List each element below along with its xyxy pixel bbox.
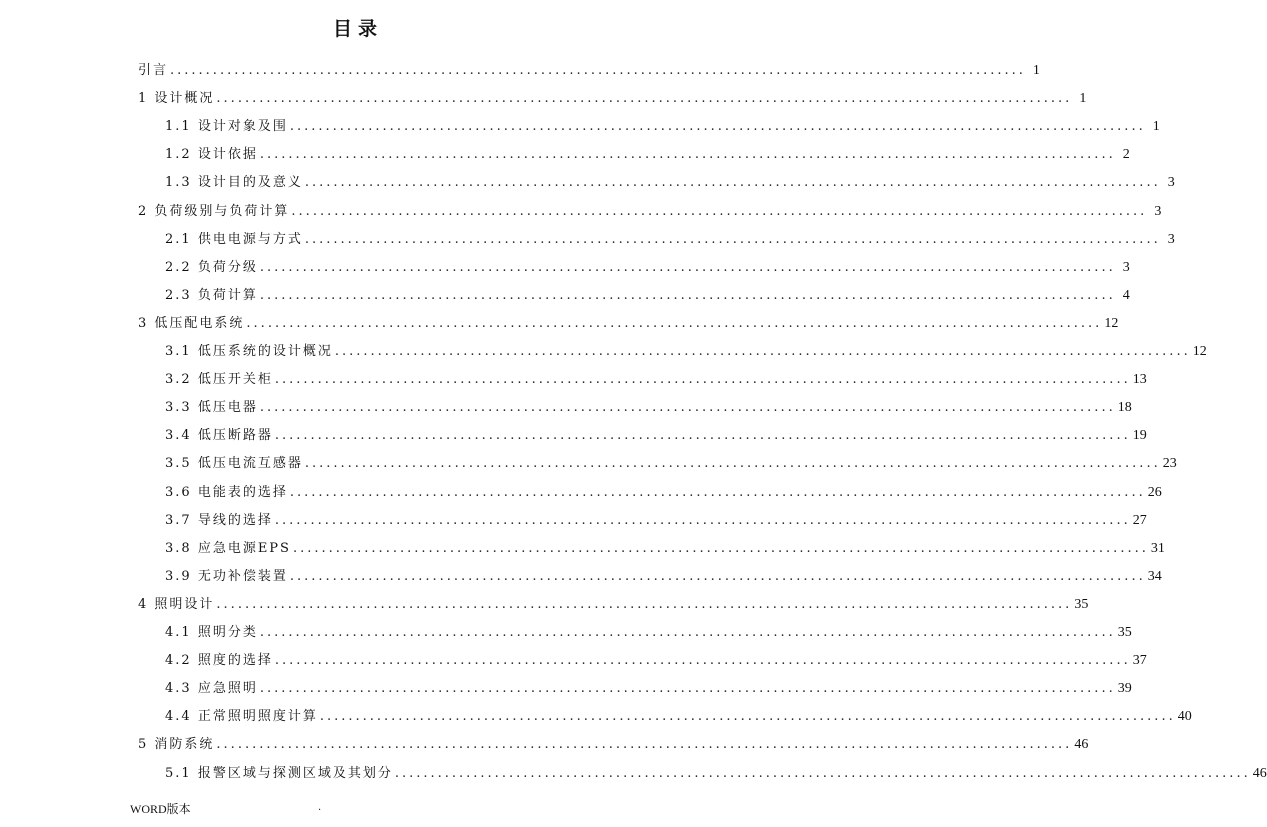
toc-page-number: 23 <box>1162 456 1177 472</box>
toc-entry-title: 低压配电系统 <box>154 315 245 331</box>
toc-leader-dots: ........................................................................................................................ <box>304 175 1161 191</box>
toc-page-number: 1 <box>1079 91 1087 107</box>
toc-page-number: 12 <box>1104 315 1119 331</box>
toc-page-number: 13 <box>1132 372 1147 388</box>
toc-entry-title: 导线的选择 <box>197 512 273 528</box>
toc-leader-dots: ........................................................................................................................ <box>259 681 1116 697</box>
toc-page-number: 3 <box>1167 175 1175 191</box>
toc-entry-number: 1 <box>138 91 155 107</box>
toc-entry-number: 3.6 <box>165 484 198 500</box>
toc-leader-dots: ........................................................................................................................ <box>304 231 1161 247</box>
toc-leader-dots: ........................................................................................................................ <box>216 91 1073 107</box>
toc-entry-number: 3.8 <box>165 540 198 556</box>
toc-entry-title: 设计目的及意义 <box>197 175 303 191</box>
toc-entry[interactable] <box>165 707 1192 727</box>
toc-page-number: 26 <box>1147 484 1162 500</box>
toc-entry-title: 照度的选择 <box>197 653 273 669</box>
toc-page-number: 1 <box>1032 63 1040 78</box>
toc-page-number: 27 <box>1132 512 1147 528</box>
toc-entry[interactable] <box>165 145 1130 165</box>
toc-entry-number: 4.3 <box>165 681 198 697</box>
toc-entry-title: 低压电流互感器 <box>197 456 303 472</box>
toc-entry-title: 负荷分级 <box>197 259 258 275</box>
toc-leader-dots: ........................................................................................................................ <box>274 512 1131 528</box>
toc-entry-number: 4.4 <box>165 709 198 725</box>
toc-page-number: 4 <box>1122 287 1130 303</box>
toc-page-number: 40 <box>1177 709 1192 725</box>
toc-entry-title: 低压系统的设计概况 <box>197 344 333 359</box>
toc-entry-number: 2.1 <box>165 231 198 247</box>
toc-entry[interactable] <box>165 539 1165 559</box>
toc-entry[interactable] <box>165 342 1207 362</box>
toc-leader-dots: ........................................................................................................................ <box>394 765 1251 781</box>
toc-entry[interactable] <box>165 764 1267 784</box>
toc-leader-dots: ........................................................................................................................ <box>319 709 1176 725</box>
toc-entry-number: 5 <box>138 737 155 753</box>
toc-page-number: 3 <box>1154 203 1162 219</box>
toc-page-number: 31 <box>1150 540 1165 556</box>
toc-entry[interactable] <box>165 398 1132 418</box>
toc-entry-number: 4.1 <box>165 625 198 640</box>
footer-dot: . <box>318 802 322 813</box>
toc-leader-dots: ........................................................................................................................ <box>334 344 1191 359</box>
toc-entry-title: 照明设计 <box>154 596 215 612</box>
toc-entry[interactable] <box>165 426 1147 446</box>
toc-page-number: 34 <box>1147 568 1162 584</box>
toc-page-number: 35 <box>1117 625 1132 640</box>
toc-entry-title: 消防系统 <box>154 737 215 753</box>
toc-entry-title: 无功补偿装置 <box>197 568 288 584</box>
toc-entry[interactable] <box>165 286 1130 306</box>
toc-page-number: 3 <box>1167 231 1175 247</box>
toc-entry-title: 低压电器 <box>197 400 258 416</box>
toc-entry-number: 1.2 <box>165 147 198 163</box>
toc-entry-title: 设计概况 <box>154 91 215 107</box>
toc-title: 目录 <box>332 18 383 40</box>
toc-entry[interactable] <box>138 202 1162 222</box>
toc-entry[interactable] <box>165 370 1147 390</box>
toc-leader-dots: ........................................................................................................................ <box>259 287 1116 303</box>
toc-page-number: 3 <box>1122 259 1130 275</box>
toc-leader-dots: ........................................................................................................................ <box>259 625 1116 640</box>
toc-entry-number: 3 <box>138 315 155 331</box>
toc-entry-number: 3.4 <box>165 428 198 444</box>
toc-entry-number: 3.9 <box>165 568 198 584</box>
toc-entry[interactable] <box>138 314 1119 334</box>
toc-entry-title: 负荷计算 <box>197 287 258 303</box>
toc-leader-dots: ........................................................................................................................ <box>304 456 1161 472</box>
toc-entry-title: 电能表的选择 <box>197 484 288 500</box>
toc-entry-title: 正常照明照度计算 <box>197 709 318 725</box>
toc-leader-dots: ........................................................................................................................ <box>246 315 1103 331</box>
toc-entry[interactable] <box>165 454 1177 474</box>
toc-page-number: 19 <box>1132 428 1147 444</box>
toc-entry-number: 3.3 <box>165 400 198 416</box>
toc-leader-dots: ........................................................................................................................ <box>274 653 1131 669</box>
toc-entry-title: 照明分类 <box>197 625 258 640</box>
toc-entry[interactable] <box>165 679 1132 699</box>
toc-entry-title: 引言 <box>138 63 169 78</box>
toc-entry-title: 供电电源与方式 <box>197 231 303 247</box>
toc-page-number: 46 <box>1252 765 1267 781</box>
toc-leader-dots: ........................................................................................................................ <box>292 540 1149 556</box>
footer-label: WORD版本 <box>130 802 191 816</box>
toc-leader-dots: ........................................................................................................................ <box>289 119 1146 135</box>
toc-leader-dots: ........................................................................................................................ <box>216 596 1073 612</box>
toc-page-number: 37 <box>1132 653 1147 669</box>
toc-leader-dots: ........................................................................................................................ <box>259 400 1116 416</box>
toc-entry[interactable] <box>165 511 1147 531</box>
toc-entry[interactable] <box>138 61 1040 81</box>
toc-entry[interactable] <box>165 623 1132 643</box>
toc-entry[interactable] <box>165 230 1175 250</box>
toc-entry-number: 4 <box>138 596 155 612</box>
toc-entry[interactable] <box>165 651 1147 671</box>
toc-leader-dots: ........................................................................................................................ <box>289 568 1146 584</box>
toc-leader-dots: ........................................................................................................................ <box>274 428 1131 444</box>
toc-entry-number: 1.3 <box>165 175 198 191</box>
toc-entry[interactable] <box>165 117 1160 137</box>
toc-entry[interactable] <box>165 258 1130 278</box>
toc-entry-number: 3.1 <box>165 344 198 359</box>
toc-entry-number: 1.1 <box>165 119 198 135</box>
toc-leader-dots: ........................................................................................................................ <box>216 737 1073 753</box>
toc-entry-title: 报警区域与探测区域及其划分 <box>197 765 393 781</box>
toc-page-number: 12 <box>1192 344 1207 359</box>
toc-entry-number: 4.2 <box>165 653 198 669</box>
toc-entry-title: 应急电源EPS <box>197 540 291 556</box>
toc-leader-dots: ........................................................................................................................ <box>170 63 1026 78</box>
toc-entry-title: 负荷级别与负荷计算 <box>154 203 290 219</box>
toc-entry[interactable] <box>165 567 1162 587</box>
toc-entry[interactable] <box>138 595 1089 615</box>
toc-page-number: 35 <box>1074 596 1089 612</box>
toc-entry-number: 2 <box>138 203 155 219</box>
toc-page-number: 46 <box>1074 737 1089 753</box>
toc-page-number: 2 <box>1122 147 1130 163</box>
toc-leader-dots: ........................................................................................................................ <box>289 484 1146 500</box>
toc-entry-title: 应急照明 <box>197 681 258 697</box>
toc-entry[interactable] <box>165 483 1162 503</box>
toc-leader-dots: ........................................................................................................................ <box>259 259 1116 275</box>
toc-entry[interactable] <box>165 173 1175 193</box>
toc-entry-number: 2.3 <box>165 287 198 303</box>
toc-page-number: 1 <box>1152 119 1160 135</box>
toc-entry-title: 低压开关柜 <box>197 372 273 388</box>
toc-entry[interactable] <box>138 89 1087 109</box>
toc-entry-number: 3.2 <box>165 372 198 388</box>
toc-entry-title: 设计对象及围 <box>197 119 288 135</box>
toc-entry-number: 3.7 <box>165 512 198 528</box>
toc-leader-dots: ........................................................................................................................ <box>291 203 1148 219</box>
toc-page-number: 39 <box>1117 681 1132 697</box>
toc-entry-number: 3.5 <box>165 456 198 472</box>
toc-leader-dots: ........................................................................................................................ <box>274 372 1131 388</box>
toc-leader-dots: ........................................................................................................................ <box>259 147 1116 163</box>
toc-entry-title: 设计依据 <box>197 147 258 163</box>
toc-entry-title: 低压断路器 <box>197 428 273 444</box>
toc-entry-number: 5.1 <box>165 765 198 781</box>
toc-entry[interactable] <box>138 735 1089 755</box>
toc-page-number: 18 <box>1117 400 1132 416</box>
toc-entry-number: 2.2 <box>165 259 198 275</box>
